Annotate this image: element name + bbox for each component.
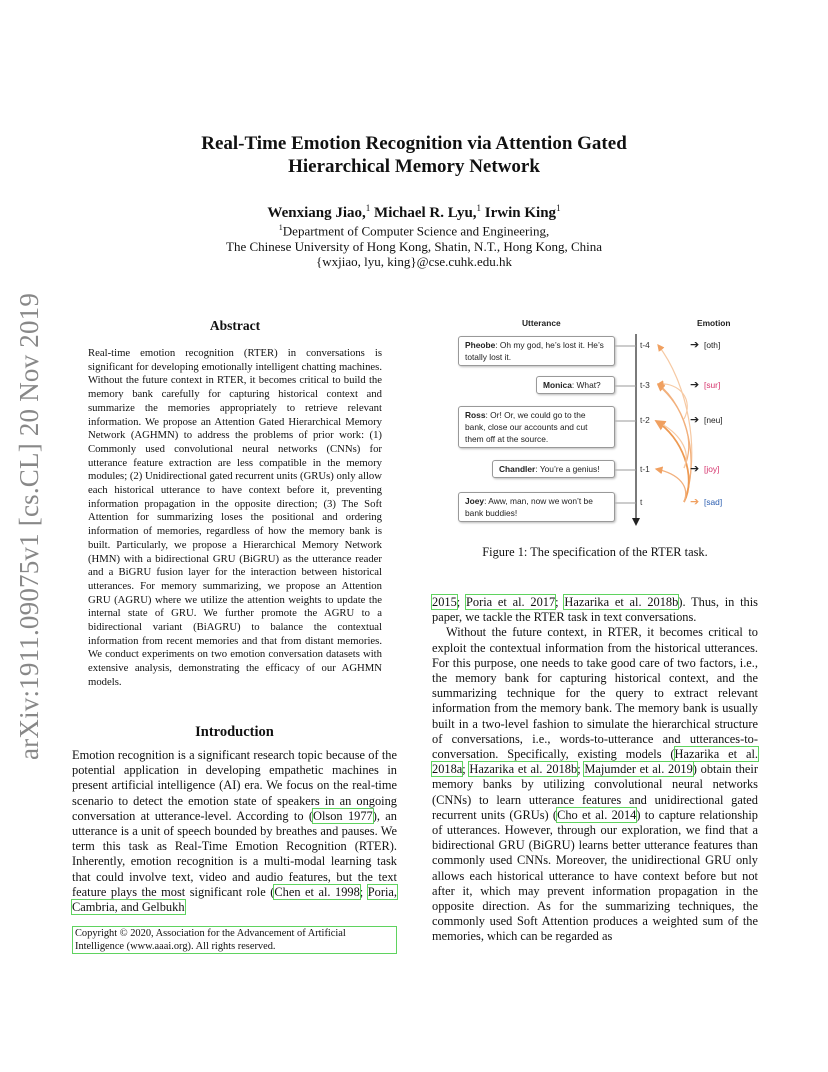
emotion-text: [oth] — [704, 340, 721, 350]
separator: ; — [462, 762, 470, 777]
utterance-bubble-ross — [458, 406, 615, 448]
affil-mark: 1 — [365, 203, 371, 213]
citation-olson-1977[interactable]: Olson 1977 — [313, 808, 373, 823]
utterance-bubble-pheobe — [458, 336, 615, 366]
affil-line-1: Department of Computer Science and Engineering, — [282, 223, 550, 239]
attention-arrow — [656, 469, 686, 502]
emotion-label-sur — [690, 380, 720, 390]
emotion-label-neu — [690, 415, 723, 425]
paragraph-text: Without the future context, in RTER, it becomes critical to exploit the contextual information from the historical utterances. For this purpose, one needs to take good care of two factors, i.e., the memory bank for capturing historical context, and the summarizing technique for the query to extract relevant information from the memory bank. The memory bank is usually built in a two-level fashion to simulate the hierarchical structure of conversations, i.e., words-to-utterance and utterances-to-conversation. Specifically, existing models ( — [432, 625, 758, 762]
figure-rter-task — [452, 312, 752, 532]
attention-arrow — [658, 422, 686, 468]
utterance-text: : Aww, man, now we won’t be bank buddies! — [465, 496, 593, 518]
affil-email: {wxjiao, lyu, king}@cse.cuhk.edu.hk — [316, 254, 512, 270]
emotion-label-sad — [690, 497, 722, 507]
citation-chen-1998[interactable]: Chen et al. 1998 — [274, 884, 360, 899]
introduction-heading: Introduction — [195, 724, 274, 740]
time-label: t-2 — [640, 415, 650, 425]
paragraph-continuation — [432, 595, 758, 625]
right-arrow-icon: ➔ — [690, 379, 700, 391]
affil-mark: 1 — [556, 203, 561, 213]
right-arrow-icon: ➔ — [690, 463, 700, 475]
emotion-label-oth — [690, 340, 720, 350]
emotion-text: [neu] — [704, 415, 723, 425]
attention-arrow — [658, 345, 692, 502]
paragraph-text: ). Thus, in this paper, we tackle the RTER task in text conversations. — [432, 595, 758, 625]
utterance-bubble-monica — [536, 376, 615, 394]
utterance-text: : Or! Or, we could go to the bank, close our accounts and cut them off at the source. — [465, 410, 588, 444]
attention-arrow — [656, 421, 689, 502]
paragraph-text: ) to capture relationship of utterances. However, through our exploration, we find that a bidirectional GRU (BiGRU) learns better utterance features than commonly used CNNs. Moreover, the unidirectional GRU only allows each historical utterance to have context before but not after it, which may prevent information propagation in the opposite direction. As for the summarizing techniques, the commonly used Soft Attention produces a weighted sum of the memories, which can be regarded as — [432, 807, 758, 944]
emotion-label-joy — [690, 464, 719, 474]
paper-title — [0, 132, 828, 178]
right-column-text — [432, 595, 758, 945]
utterance-column-heading: Utterance — [522, 318, 561, 328]
time-label: t-1 — [640, 464, 650, 474]
copyright-notice[interactable]: Copyright © 2020, Association for the Advancement of Artificial Intelligence (www.aaai.org). All rights reserved. — [72, 926, 397, 954]
right-arrow-icon: ➔ — [690, 496, 700, 508]
intro-text: Emotion recognition is a significant research topic because of the potential application in developing empathetic machines in present artificial intelligence (AI) era. We focus on the real-time scenario to detect the emotion state of speakers in an ongoing conversation at utterance-level. According to — [72, 748, 397, 823]
speaker-name: Pheobe — [465, 340, 496, 350]
citation-hazarika-2018b[interactable]: Hazarika et al. 2018b — [564, 595, 679, 609]
right-arrow-icon: ➔ — [690, 414, 700, 426]
author-2: Michael R. Lyu, — [374, 205, 477, 221]
time-label: t — [640, 497, 643, 507]
speaker-name: Chandler — [499, 464, 536, 474]
separator: ; — [456, 595, 466, 609]
introduction-paragraph: Emotion recognition is a significant research topic because of the potential application in developing empathetic machines in present artificial intelligence (AI) era. We focus on the real-time scenario to detect the emotion state of speakers in an ongoing conversation at utterance-level. According to (Olson 1977), an utterance is a unit of speech bounded by breathes and pauses. We term this task as Real-Time Emotion Recognition (RTER). Inherently, emotion recognition is a multi-modal learning task that could involve text, video and audio features, but the text feature plays the most significant role (Chen et al. 1998; Poria, Cambria, and Gelbukh — [72, 748, 397, 915]
affil-line-2: The Chinese University of Hong Kong, Shatin, N.T., Hong Kong, China — [226, 238, 602, 254]
emotion-text: [joy] — [704, 464, 720, 474]
emotion-column-heading: Emotion — [697, 318, 731, 328]
affiliation — [0, 220, 828, 270]
right-arrow-icon: ➔ — [690, 339, 700, 351]
separator: ; — [577, 762, 585, 777]
time-label: t-3 — [640, 380, 650, 390]
citation-hazarika-2018a[interactable]: Hazarika et al. 2018a — [432, 747, 758, 777]
citation-hazarika-2018b[interactable]: Hazarika et al. 2018b — [469, 762, 578, 777]
utterance-bubble-chandler — [492, 460, 615, 478]
emotion-text: [sur] — [704, 380, 721, 390]
timeline-arrowhead — [632, 518, 640, 526]
paragraph-memory-bank — [432, 625, 758, 944]
speaker-name: Joey — [465, 496, 485, 506]
utterance-bubble-joey — [458, 492, 615, 522]
figure-caption: Figure 1: The specification of the RTER task. — [482, 545, 708, 559]
separator: ; — [555, 595, 565, 609]
citation-majumder-2019[interactable]: Majumder et al. 2019 — [584, 762, 693, 777]
title-line-1: Real-Time Emotion Recognition via Attention Gated — [201, 133, 627, 154]
author-3: Irwin King — [484, 205, 557, 221]
utterance-text: : What? — [571, 380, 601, 390]
speaker-name: Monica — [543, 380, 572, 390]
arxiv-identifier: arXiv:1911.09075v1 [cs.CL] 20 Nov 2019 — [14, 292, 44, 760]
abstract-text: Real-time emotion recognition (RTER) in conversations is significant for developing emotionally intelligent chatting machines. Without the future context in RTER, it becomes critical to build the memory bank carefully for capturing historical context and summarize the memories appropriately to retrieve relevant information. We propose an Attention Gated Hierarchical Memory Network (AGHMN) to address the problems of prior work: (1) Commonly used convolutional neural networks (CNNs) for utterance feature extraction are less compatible in the memory modules; (2) Unidirectional gated recurrent units (GRUs) only allow each historical utterance to have context before it, preventing information propagation in the opposite direction; (3) The Soft Attention for summarizing loses the positional and ordering information of memories, regardless of how the memory bank is built. Particularly, we propose a Hierarchical Memory Network (HMN) with a bidirectional GRU (BiGRU) as the utterance reader and a BiGRU fusion layer for the interaction between historical utterances. For memory summarizing, we propose an Attention GRU (AGRU) where we utilize the attention weights to update the internal state of GRU. We further promote the AGRU to a bidirectional variant (BiAGRU) to balance the contextual information from recent memories and that from distant memories. We conduct experiments on two emotion conversation datasets with extensive analysis, demonstrating the efficacy of our AGHMN models. — [88, 347, 382, 688]
emotion-text: [sad] — [704, 497, 723, 507]
utterance-text: : You’re a genius! — [535, 464, 600, 474]
citation-poria-cambria[interactable]: Poria, Cambria, and Gelbukh — [72, 884, 397, 915]
attention-arrow — [658, 384, 691, 502]
citation-poria-2015[interactable]: 2015 — [432, 595, 457, 609]
paragraph-text: ) obtain their memory banks by utilizing convolutional neural networks (CNNs) to learn utterance features and unidirectional gated recurrent units (GRUs) ( — [432, 762, 758, 822]
citation-poria-2017[interactable]: Poria et al. 2017 — [465, 595, 556, 609]
author-1: Wenxiang Jiao, — [267, 205, 366, 221]
separator: ; — [359, 884, 368, 899]
title-line-2: Hierarchical Memory Network — [288, 156, 540, 177]
affil-mark: 1 — [476, 203, 482, 213]
time-label: t-4 — [640, 340, 650, 350]
abstract-heading: Abstract — [209, 318, 261, 333]
affil-mark: 1 — [278, 223, 283, 232]
utterance-text: : Oh my god, he’s lost it. He’s totally lost it. — [465, 340, 604, 362]
speaker-name: Ross — [465, 410, 486, 420]
intro-text: , an utterance is a unit of speech bounded by breathes and pauses. We term this task as Real-Time Emotion Recognition (RTER). Inherently, emotion recognition is a multi-modal learning task that could involve text, video and audio features, but the text feature plays the most significant role ( — [72, 808, 397, 899]
citation-cho-2014[interactable]: Cho et al. 2014 — [557, 807, 637, 822]
